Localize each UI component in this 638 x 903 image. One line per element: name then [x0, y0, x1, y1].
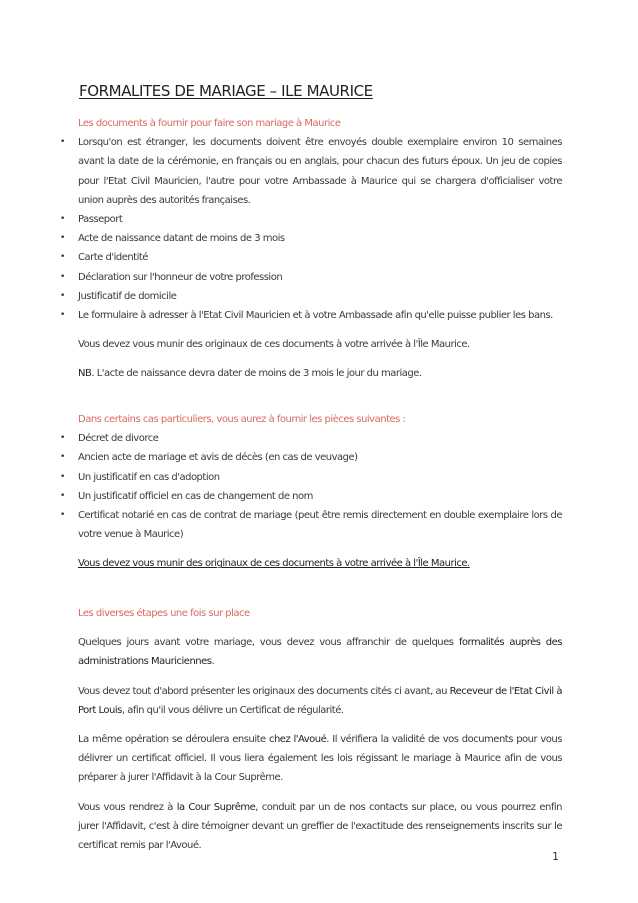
list-item: • Acte de naissance datant de moins de 3 mois: [60, 229, 562, 248]
bold-run: Receveur de l'Etat Civil à Port Louis: [78, 685, 562, 716]
section-required-documents: [60, 114, 562, 394]
list-item: • Carte d'identité: [60, 248, 562, 267]
bold-run: formalités auprès des administrations Mauriciennes: [78, 637, 562, 668]
text-run: .: [211, 656, 215, 668]
emphasis-note: [60, 554, 562, 573]
list-item: • Déclaration sur l'honneur de votre profession: [60, 268, 562, 287]
list-item: • Le formulaire à adresser à l'Etat Civil Mauricien et à votre Ambassade afin qu'elle puisse publier les bans.: [60, 306, 562, 325]
nb-note: [60, 364, 562, 383]
list-item: • Lorsqu'on est étranger, les documents doivent être envoyés double exemplaire environ 10 semaines avant la date de la cérémonie, en français ou en anglais, pour chacun des futurs époux. Un jeu de copies pour l'Etat Civil Mauricien, l'autre pour votre Ambassade à Maurice qui se chargera d'officialiser votre union auprès des autorités françaises.: [60, 133, 562, 210]
list-item: • Justificatif de domicile: [60, 287, 562, 306]
list-item: • Décret de divorce: [60, 429, 562, 448]
text-run: , afin qu'il vous délivre un Certificat de régularité.: [121, 704, 344, 716]
list-item: • Ancien acte de mariage et avis de décès (en cas de veuvage): [60, 448, 562, 467]
section-steps-on-site: [60, 604, 562, 865]
paragraph: [60, 798, 562, 856]
section-heading: Les diverses étapes une fois sur place: [78, 608, 250, 619]
paragraph: [60, 682, 562, 720]
page-title: FORMALITES DE MARIAGE – ILE MAURICE: [79, 82, 373, 100]
text-run: , conduit par un de nos contacts sur place, ou vous pourrez enfin jurer l'Affidavit, c'est à dire témoigner devant un greffier de l'exactitude des renseignements inscrits sur le certificat remis par l'Avoué.: [78, 801, 562, 852]
list-item: • Un justificatif en cas d'adoption: [60, 468, 562, 487]
special-cases-list: [60, 429, 562, 544]
section-heading: Dans certains cas particuliers, vous aurez à fournir les pièces suivantes :: [78, 414, 406, 425]
required-documents-list: [60, 133, 562, 325]
page-number: 1: [552, 850, 559, 863]
list-item: • Certificat notarié en cas de contrat de mariage (peut être remis directement en double exemplaire lors de votre venue à Maurice): [60, 506, 562, 544]
paragraph: [60, 633, 562, 671]
text-run: . Il vérifiera la validité de vos documents pour vous délivrer un certificat officiel. Il vous liera également les lois régissant le mariage à Maurice afin de vous préparer à jurer l'Affidavit à la Cour Suprême.: [78, 734, 562, 784]
list-item: • Passeport: [60, 210, 562, 229]
bold-run: chez l'Avoué: [268, 734, 327, 746]
emphasis-text: Vous devez vous munir des originaux de ces documents à votre arrivée à l'Île Maurice.: [78, 558, 470, 570]
section-special-cases: [60, 410, 562, 584]
text-run: Quelques jours avant votre mariage, vous devez vous affranchir de quelques: [78, 637, 459, 649]
originals-note: Vous devez vous munir des originaux de ces documents à votre arrivée à l'Île Maurice.: [78, 339, 470, 351]
section-heading: Les documents à fournir pour faire son mariage à Maurice: [78, 118, 341, 129]
text-run: La même opération se déroulera ensuite: [78, 734, 269, 746]
nb-label: NB.: [78, 368, 95, 380]
nb-text: L'acte de naissance devra dater de moins de 3 mois le jour du mariage.: [94, 368, 422, 380]
paragraph: [60, 730, 562, 788]
list-item: • Un justificatif officiel en cas de changement de nom: [60, 487, 562, 506]
text-run: Vous vous rendrez à: [78, 801, 177, 813]
bold-run: la Cour Suprême: [176, 801, 256, 813]
text-run: Vous devez tout d'abord présenter les originaux des documents cités ci avant, au: [78, 685, 450, 697]
